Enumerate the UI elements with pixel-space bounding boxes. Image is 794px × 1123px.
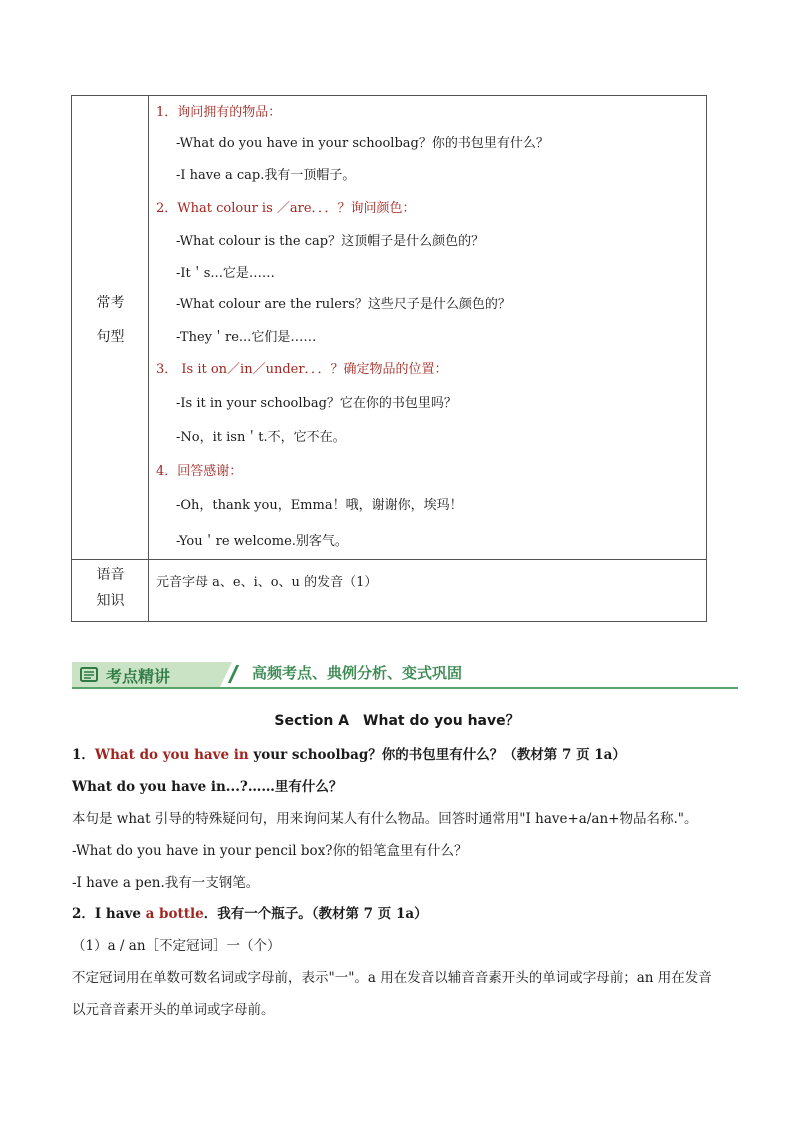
row-label-line-2: 知识 xyxy=(96,593,125,609)
item-2-heading xyxy=(72,905,428,923)
sentence-line: -It＇s...它是…… xyxy=(176,266,275,281)
sentence-line: -Oh，thank you，Emma！哦，谢谢你，埃玛！ xyxy=(176,498,463,513)
section-heading: Section A What do you have？ xyxy=(274,713,520,729)
sentence-line: 2．What colour is ／are．．．？询问颜色： xyxy=(156,201,416,216)
sentence-line: -They＇re...它们是…… xyxy=(176,330,317,345)
section-banner xyxy=(72,662,738,690)
sentence-line: -Is it in your schoolbag？它在你的书包里吗？ xyxy=(176,396,457,411)
sentence-line: 4．回答感谢： xyxy=(156,464,243,479)
row-label-cell xyxy=(72,559,149,621)
sentence-line: -You＇re welcome.别客气。 xyxy=(176,534,348,549)
sentence-line: -I have a cap.我有一顶帽子。 xyxy=(176,168,356,183)
item-2-paragraph-line-1: 不定冠词用在单数可数名词或字母前，表示"一"。a 用在发音以辅音音素开头的单词或字母前；an 用在发音 xyxy=(72,970,712,986)
row-label-line-2: 句型 xyxy=(96,329,125,345)
item-2-highlight: a bottle xyxy=(145,906,204,922)
row-label-cell xyxy=(72,96,149,559)
item-2-number: 2．I have xyxy=(72,906,146,922)
item-2-paragraph-line-2: 以元音音素开头的单词或字母前。 xyxy=(72,1002,275,1018)
item-1-number: 1． xyxy=(72,747,95,763)
item-1-highlight: What do you have in xyxy=(94,747,249,763)
item-1-rest: your schoolbag？你的书包里有什么？（教材第 7 页 1a） xyxy=(248,747,626,763)
item-1-example-question: -What do you have in your pencil box?你的铅笔盒里有什么？ xyxy=(72,843,468,859)
row-label-line-1: 语音 xyxy=(96,567,125,583)
row-label-line-1: 常考 xyxy=(96,295,125,311)
sentence-line: 1．询问拥有的物品： xyxy=(156,105,282,120)
item-1-heading xyxy=(72,746,626,764)
sentence-table xyxy=(71,95,707,622)
banner-tail xyxy=(220,662,232,687)
item-2-rest: ．我有一个瓶子。（教材第 7 页 1a） xyxy=(203,906,428,922)
item-2-subheading: （1）a / an［不定冠词］一（个） xyxy=(72,938,281,954)
phonics-text: 元音字母 a、e、i、o、u 的发音（1） xyxy=(156,575,378,590)
sentence-line: 3． Is it on／in／under．．．？确定物品的位置： xyxy=(156,362,448,377)
sentence-line: -What colour are the rulers？这些尺子是什么颜色的？ xyxy=(176,297,511,312)
document-icon xyxy=(80,667,98,682)
item-1-pattern: What do you have in...?……里有什么？ xyxy=(72,779,343,795)
sentence-line: -What do you have in your schoolbag？你的书包里有什么？ xyxy=(176,136,549,151)
sentence-line: -No，it isn＇t.不，它不在。 xyxy=(176,430,346,445)
banner-title: 考点精讲 xyxy=(106,667,171,686)
banner-rule xyxy=(72,687,738,689)
item-1-explanation: 本句是 what 引导的特殊疑问句，用来询问某人有什么物品。回答时通常用"I have+a/an+物品名称."。 xyxy=(72,811,698,827)
sentence-line: -What colour is the cap？这顶帽子是什么颜色的？ xyxy=(176,234,485,249)
banner-subtitle: 高频考点、典例分析、变式巩固 xyxy=(252,664,463,682)
table-row-phonics xyxy=(72,559,706,621)
table-row-sentences xyxy=(72,96,706,560)
item-1-example-answer: -I have a pen.我有一支钢笔。 xyxy=(72,875,260,891)
